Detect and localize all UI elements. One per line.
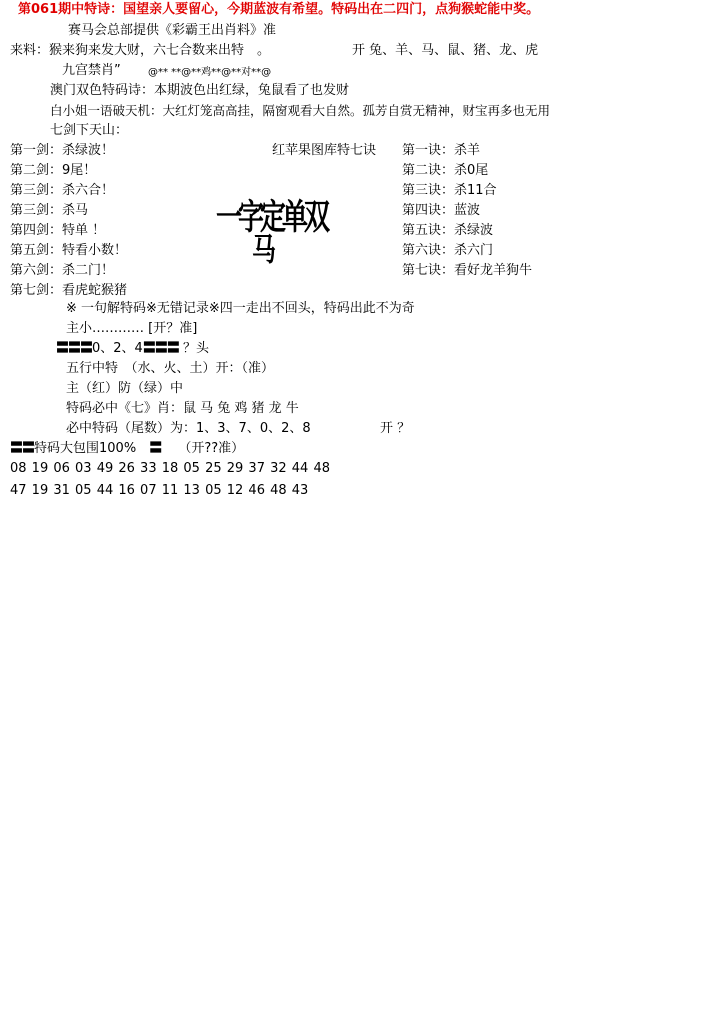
line-main-small: 主小………… [开？准]: [66, 321, 198, 336]
line-macau-poem: 澳门双色特码诗：本期波色出红绿，兔鼠看了也发财: [50, 83, 350, 98]
line-big-surround: [10, 440, 244, 458]
line-open-zodiac: 开 兔、羊、马、鼠、猪、龙、虎: [352, 43, 539, 58]
bar-glyph-b: 〓: [149, 441, 162, 456]
number-row-1: 08 19 06 03 49 26 33 18 05 25 29 37 32 44 48: [10, 461, 330, 476]
line-seven-zodiac: 特码必中《七》肖：鼠 马 兔 鸡 猪 龙 牛: [66, 401, 299, 416]
big-surround-open: （开??准）: [178, 441, 245, 456]
jue-4: 第四诀：蓝波: [402, 203, 481, 218]
number-row-2: 47 19 31 05 44 16 07 11 13 05 12 46 48 43: [10, 483, 309, 498]
line-baixiaojie: 白小姐一语破天机：大红灯笼高高挂，隔窗观看大自然。孤芳自赏无精神，财宝再多也无用: [50, 103, 551, 118]
jue-1: 第一诀：杀羊: [402, 143, 481, 158]
sword-5: 第五剑：特看小数！: [10, 243, 128, 258]
line-hk-source: 赛马会总部提供《彩霸王出肖料》准: [68, 23, 277, 38]
line-five-elements: 五行中特 （水、火、土）开：（准）: [66, 361, 275, 376]
jue-3: 第三诀：杀11合: [402, 183, 497, 198]
jue-2: 第二诀：杀0尾: [402, 163, 489, 178]
jue-6: 第六诀：杀六门: [402, 243, 494, 258]
line-tail-digits: 必中特码（尾数）为：1、3、7、0、2、8: [66, 421, 311, 436]
line-nine-palace-code: @** **@**鸡**@**对**@: [148, 67, 272, 78]
line-tail-open: 开 ？: [380, 421, 411, 436]
jue-5: 第五诀：杀绿波: [402, 223, 494, 238]
sword-3: 第三剑：杀六合！: [10, 183, 115, 198]
line-main-guard: 主（红）防（绿）中: [66, 381, 184, 396]
sword-7: 第七剑：看虎蛇猴猪: [10, 283, 128, 298]
red-apple-title: 红苹果图库特七诀: [272, 143, 377, 158]
sword-4: 第四剑：特单 ！: [10, 223, 106, 238]
header-poem: 第061期中特诗：国望亲人要留心，今期蓝波有希望。特码出在二四门，点狗猴蛇能中奖。: [18, 2, 540, 17]
big-surround-label: 特码大包围100%: [34, 441, 137, 456]
line-one-sentence: ※ 一句解特码※无错记录※四一走出不回头，特码出此不为奇: [66, 301, 415, 316]
line-source: 来料：猴来狗来发大财，六七合数来出特 。: [10, 43, 271, 58]
bar-glyph-right: 〓〓〓: [142, 341, 179, 356]
line-seven-swords: 七剑下天山：: [50, 123, 129, 138]
sword-2: 第二剑：9尾！: [10, 163, 97, 178]
bar-glyph-left: 〓〓〓: [56, 341, 93, 356]
bar-glyph-a: 〓〓: [10, 441, 35, 456]
head-suffix: ？头: [183, 341, 210, 356]
sword-1: 第一剑：杀绿波！: [10, 143, 115, 158]
big-single-double-text: 一字定单双: [216, 198, 327, 239]
head-digits: 0、2、4: [92, 341, 143, 356]
line-head-digits: [56, 340, 209, 358]
jue-7: 第七诀：看好龙羊狗牛: [402, 263, 533, 278]
line-nine-palace: 九宫禁肖”: [62, 63, 121, 78]
big-horse-text: 马: [252, 230, 276, 269]
sword-6: 第六剑：杀二门！: [10, 263, 115, 278]
sword-3b: 第三剑：杀马: [10, 203, 89, 218]
